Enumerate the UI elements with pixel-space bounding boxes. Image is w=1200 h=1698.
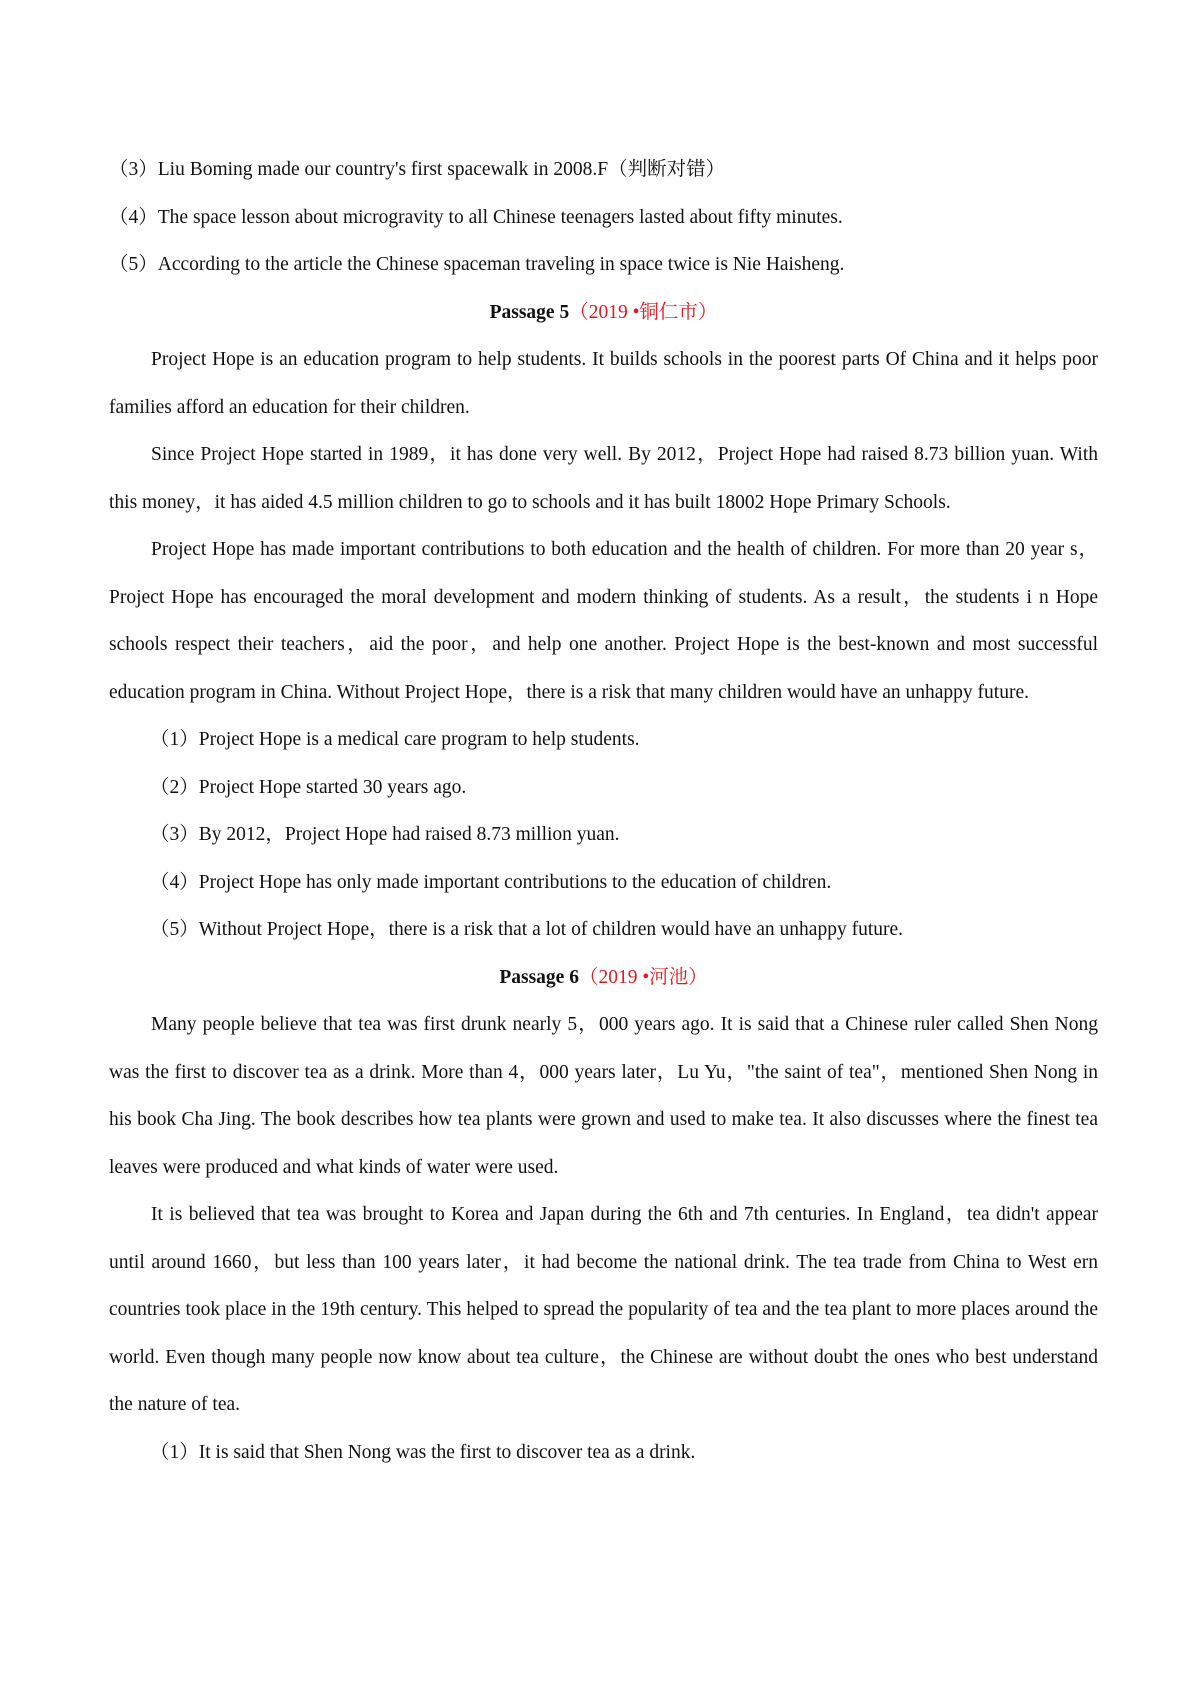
passage-heading xyxy=(109,954,1098,1002)
passage-paragraph: Project Hope has made important contributions to both education and the health of children. For more than 20 year s，Project Hope has encouraged the moral development and modern thinking of students. As a result，the students i n Hope schools respect their teachers，aid the poor，and help one another. Project Hope is the best-known and most successful education program in China. Without Project Hope，there is a risk that many children would have an unhappy future. xyxy=(109,539,1098,703)
passage-paragraph: Since Project Hope started in 1989，it has done very well. By 2012，Project Hope had raised 8.73 billion yuan. With this money，it has aided 4.5 million children to go to schools and it has built 18002 Hope Primary Schools. xyxy=(109,444,1098,513)
question-item: （5）According to the article the Chinese spaceman traveling in space twice is Nie Haisheng. xyxy=(109,254,845,275)
passage-title: Passage 6 xyxy=(499,966,579,988)
question-item: （2）Project Hope started 30 years ago. xyxy=(150,776,467,798)
question-item: （1）Project Hope is a medical care program to help students. xyxy=(150,729,640,750)
question-item: （4）Project Hope has only made important contributions to the education of children. xyxy=(150,871,832,893)
passage-heading xyxy=(109,289,1098,337)
question-item: （1）It is said that Shen Nong was the first to discover tea as a drink. xyxy=(150,1441,696,1463)
passage-paragraph: Many people believe that tea was first drunk nearly 5，000 years ago. It is said that a Chinese ruler called Shen Nong was the first to discover tea as a drink. More than 4，000 years later，Lu Yu，"the saint of tea"，mentioned Shen Nong in his book Cha Jing. The book describes how tea plants were grown and used to make tea. It also discusses where the finest tea leaves were produced and what kinds of water were used. xyxy=(109,1014,1098,1178)
passage-source: （2019 •河池） xyxy=(578,966,708,988)
passage-source: （2019 •铜仁市） xyxy=(569,301,718,323)
question-item: （4）The space lesson about microgravity to all Chinese teenagers lasted about fifty minutes. xyxy=(109,206,843,228)
question-item: （3）Liu Boming made our country's first spacewalk in 2008.F（判断对错） xyxy=(109,159,726,180)
passage-title: Passage 5 xyxy=(489,301,570,323)
passage-paragraph: It is believed that tea was brought to Korea and Japan during the 6th and 7th centuries. In England，tea didn't appear until around 1660，but less than 100 years later，it had become the national drink. The tea trade from China to West ern countries took place in the 19th century. This helped to spread the popularity of tea and the tea plant to more places around the world. Even though many people now know about tea culture，the Chinese are without doubt the ones who best understand the nature of tea. xyxy=(109,1204,1098,1415)
question-item: （5）Without Project Hope，there is a risk that a lot of children would have an unhappy future. xyxy=(150,919,904,940)
passage-paragraph: Project Hope is an education program to help students. It builds schools in the poorest parts Of China and it helps poor families afford an education for their children. xyxy=(109,349,1098,418)
question-item: （3）By 2012，Project Hope had raised 8.73 million yuan. xyxy=(150,824,620,845)
document-content xyxy=(109,146,1098,1476)
